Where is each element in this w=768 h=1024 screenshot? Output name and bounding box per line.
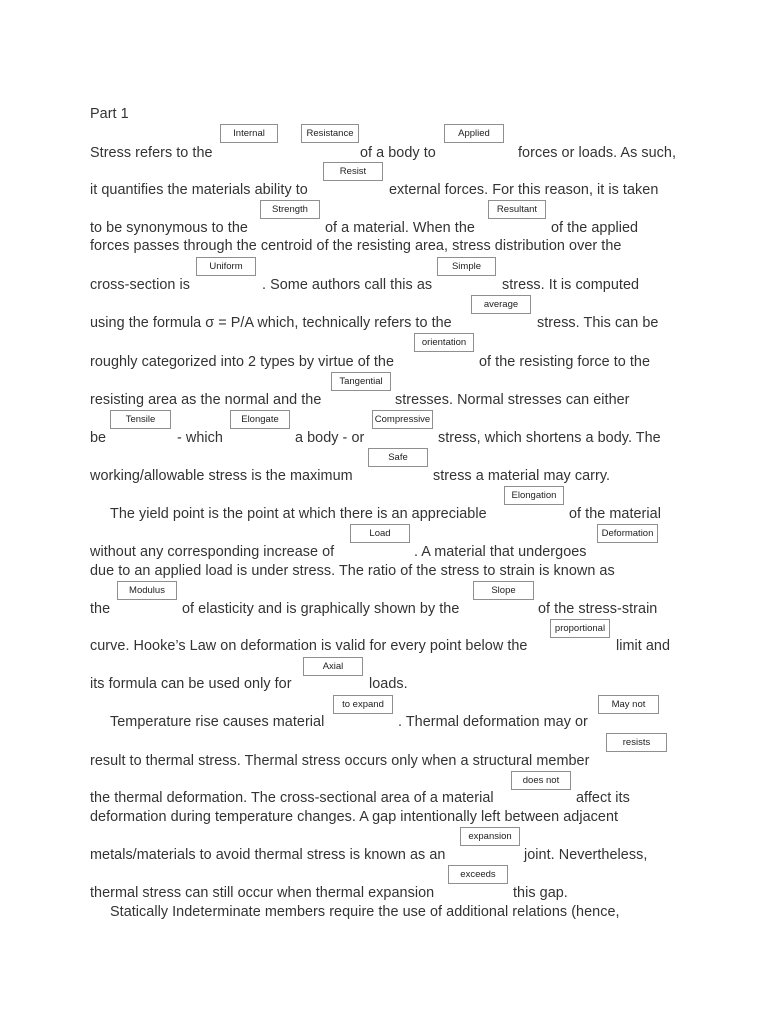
text-segment: to be synonymous to the xyxy=(90,220,248,236)
text-segment: of the applied xyxy=(551,220,639,236)
text-segment: be xyxy=(90,430,107,446)
text-segment: roughly categorized into 2 types by virtue of the xyxy=(90,354,395,370)
answer-tile[interactable]: does not xyxy=(511,771,571,790)
text-segment: without any corresponding increase of xyxy=(90,544,335,560)
text-segment: it quantifies the materials ability to xyxy=(90,182,308,198)
answer-tile[interactable]: Axial xyxy=(303,657,363,676)
answer-tile[interactable]: orientation xyxy=(414,333,474,352)
text-segment: The yield point is the point at which there is an appreciable xyxy=(110,506,487,522)
text-segment: cross-section is xyxy=(90,277,190,293)
answer-tile[interactable]: exceeds xyxy=(448,865,508,884)
answer-tile[interactable]: Resistance xyxy=(301,124,359,143)
text-segment: curve. Hooke’s Law on deformation is valid for every point below the xyxy=(90,638,528,654)
answer-tile[interactable]: to expand xyxy=(333,695,393,714)
answer-tile[interactable]: average xyxy=(471,295,531,314)
answer-tile[interactable]: expansion xyxy=(460,827,520,846)
text-segment: result to thermal stress. Thermal stress occurs only when a structural member xyxy=(90,753,590,769)
text-segment: stress. It is computed xyxy=(502,277,640,293)
answer-tile[interactable]: Uniform xyxy=(196,257,256,276)
text-segment: external forces. For this reason, it is taken xyxy=(389,182,659,198)
text-segment: limit and xyxy=(616,638,671,654)
text-segment: . Thermal deformation may or xyxy=(398,714,588,730)
text-segment: forces or loads. As such, xyxy=(518,145,677,161)
text-segment: this gap. xyxy=(513,885,568,901)
text-segment: forces passes through the centroid of the resisting area, stress distribution over the xyxy=(90,238,622,254)
text-segment: stress, which shortens a body. The xyxy=(438,430,661,446)
text-segment: stress. This can be xyxy=(537,315,659,331)
text-segment: Statically Indeterminate members require the use of additional relations (hence, xyxy=(110,904,620,920)
answer-tile[interactable]: Modulus xyxy=(117,581,177,600)
text-segment: of the material xyxy=(569,506,661,522)
text-segment: working/allowable stress is the maximum xyxy=(90,468,353,484)
answer-tile[interactable]: Slope xyxy=(473,581,534,600)
text-segment: due to an applied load is under stress. The ratio of the stress to strain is known as xyxy=(90,563,615,579)
text-segment: Temperature rise causes material xyxy=(110,714,325,730)
text-segment: its formula can be used only for xyxy=(90,676,292,692)
text-segment: the xyxy=(90,601,111,617)
answer-tile[interactable]: May not xyxy=(598,695,659,714)
text-segment: affect its xyxy=(576,790,630,806)
answer-tile[interactable]: Resist xyxy=(323,162,383,181)
text-segment: of the stress-strain xyxy=(538,601,658,617)
text-segment: using the formula σ = P/A which, technically refers to the xyxy=(90,315,452,331)
answer-tile[interactable]: Load xyxy=(350,524,410,543)
answer-tile[interactable]: Resultant xyxy=(488,200,546,219)
text-segment: loads. xyxy=(369,676,408,692)
answer-tile[interactable]: Elongate xyxy=(230,410,290,429)
text-segment: . A material that undergoes xyxy=(414,544,587,560)
answer-tile[interactable]: Simple xyxy=(437,257,496,276)
text-segment: stresses. Normal stresses can either xyxy=(395,392,630,408)
text-segment: deformation during temperature changes. A gap intentionally left between adjacent xyxy=(90,809,619,825)
text-segment: of elasticity and is graphically shown by the xyxy=(182,601,460,617)
answer-tile[interactable]: Applied xyxy=(444,124,504,143)
answer-tile[interactable]: Tangential xyxy=(331,372,391,391)
answer-tile[interactable]: resists xyxy=(606,733,667,752)
text-segment: thermal stress can still occur when thermal expansion xyxy=(90,885,435,901)
part-heading: Part 1 xyxy=(90,106,129,122)
text-segment: joint. Nevertheless, xyxy=(524,847,648,863)
text-segment: . Some authors call this as xyxy=(262,277,433,293)
answer-tile[interactable]: Tensile xyxy=(110,410,171,429)
answer-tile[interactable]: Strength xyxy=(260,200,320,219)
text-segment: the thermal deformation. The cross-sectional area of a material xyxy=(90,790,494,806)
answer-tile[interactable]: Deformation xyxy=(597,524,658,543)
answer-tile[interactable]: Safe xyxy=(368,448,428,467)
text-segment: stress a material may carry. xyxy=(433,468,611,484)
answer-tile[interactable]: proportional xyxy=(550,619,610,638)
answer-tile[interactable]: Compressive xyxy=(372,410,433,429)
text-segment: - which xyxy=(177,430,223,446)
answer-tile[interactable]: Elongation xyxy=(504,486,564,505)
answer-tile[interactable]: Internal xyxy=(220,124,278,143)
text-segment: metals/materials to avoid thermal stress is known as an xyxy=(90,847,446,863)
text-segment: of a material. When the xyxy=(325,220,475,236)
text-segment: resisting area as the normal and the xyxy=(90,392,322,408)
text-segment: a body - or xyxy=(295,430,365,446)
text-segment: Stress refers to the xyxy=(90,145,213,161)
text-segment: of the resisting force to the xyxy=(479,354,651,370)
text-segment: of a body to xyxy=(360,145,436,161)
